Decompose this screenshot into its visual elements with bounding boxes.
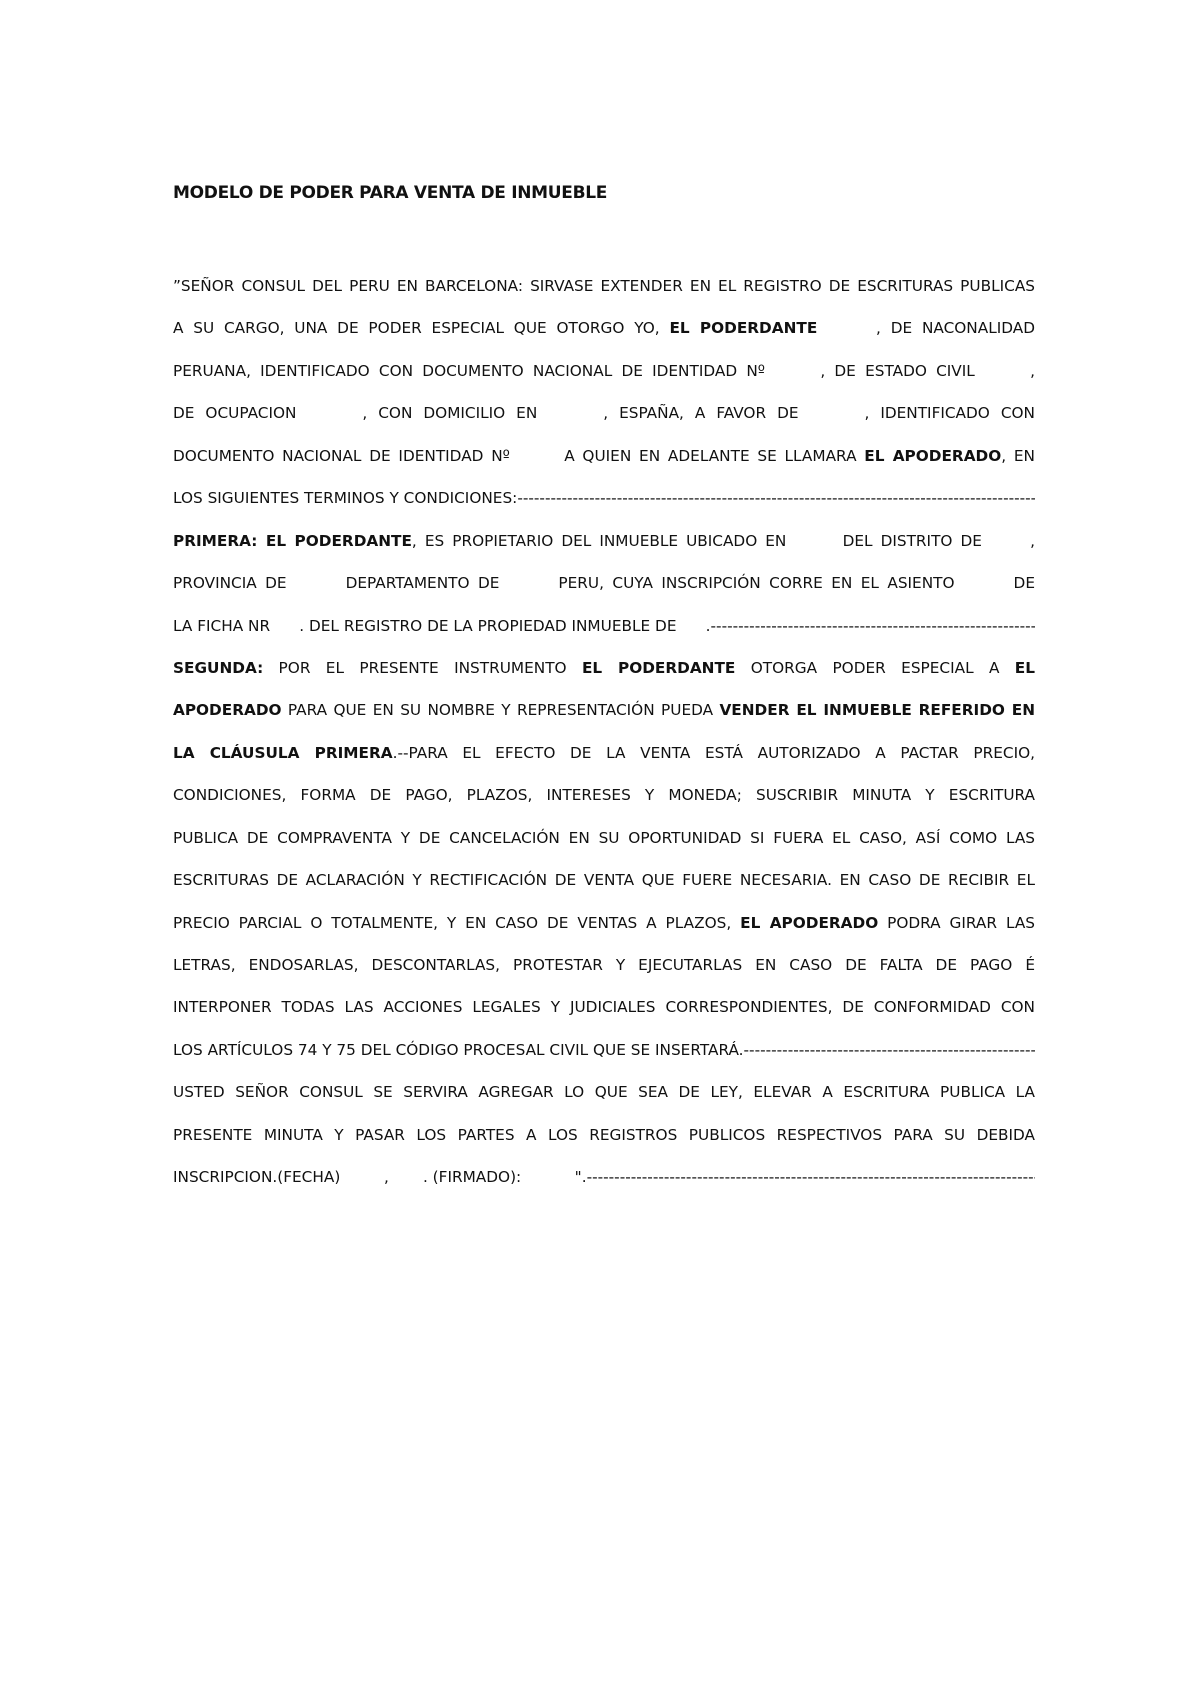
bold-text: PRIMERA: EL PODERDANTE <box>173 531 412 550</box>
line-text <box>173 744 1035 762</box>
text-segment: LETRAS, ENDOSARLAS, DESCONTARLAS, PROTESTAR Y EJECUTARLAS EN CASO DE FALTA DE PAGO É <box>173 956 1035 974</box>
text-segment: PUBLICA DE COMPRAVENTA Y DE CANCELACIÓN EN SU OPORTUNIDAD SI FUERA EL CASO, ASÍ COMO LAS <box>173 828 1035 847</box>
bold-text: EL <box>1014 658 1035 677</box>
bold-text: SEGUNDA: <box>173 658 264 677</box>
text-segment: POR EL PRESENTE INSTRUMENTO <box>263 658 582 677</box>
text-segment: , DE NACONALIDAD <box>817 319 1035 338</box>
document-line <box>173 435 1035 477</box>
document-line <box>173 265 1035 307</box>
document-line <box>173 605 1035 647</box>
dash-filler <box>587 1156 1035 1198</box>
document-line <box>173 647 1035 689</box>
text-segment: ”SEÑOR CONSUL DEL PERU EN BARCELONA: SIRVASE EXTENDER EN EL REGISTRO DE ESCRITURAS PUBLICAS <box>173 277 1035 295</box>
line-text <box>173 1156 587 1198</box>
bold-text: EL APODERADO <box>864 446 1002 465</box>
document-line <box>173 1071 1035 1113</box>
document-line <box>173 562 1035 604</box>
text-segment: USTED SEÑOR CONSUL SE SERVIRA AGREGAR LO QUE SEA DE LEY, ELEVAR A ESCRITURA PUBLICA LA <box>173 1083 1035 1102</box>
line-text <box>173 277 1035 295</box>
line-text <box>173 447 1035 465</box>
text-segment: PRESENTE MINUTA Y PASAR LOS PARTES A LOS REGISTROS PUBLICOS RESPECTIVOS PARA SU DEBIDA <box>173 1125 1035 1144</box>
text-segment: DOCUMENTO NACIONAL DE IDENTIDAD Nº A QUIEN EN ADELANTE SE LLAMARA <box>173 446 865 465</box>
text-segment: LA FICHA NR . DEL REGISTRO DE LA PROPIEDAD INMUEBLE DE . <box>173 616 711 635</box>
line-text <box>173 605 711 647</box>
document-line <box>173 1156 1035 1198</box>
dash-filler <box>744 1029 1035 1071</box>
dash-filler <box>711 605 1035 647</box>
line-text <box>173 786 1035 804</box>
line-text <box>173 1029 744 1071</box>
bold-text: VENDER EL INMUEBLE REFERIDO EN <box>719 701 1035 720</box>
text-segment: PERUANA, IDENTIFICADO CON DOCUMENTO NACIONAL DE IDENTIDAD Nº , DE ESTADO CIVIL , <box>173 361 1035 380</box>
document-line <box>173 732 1035 774</box>
line-text <box>173 956 1035 974</box>
line-text <box>173 532 1035 550</box>
text-segment: A SU CARGO, UNA DE PODER ESPECIAL QUE OTORGO YO, <box>173 319 670 338</box>
text-segment: DE OCUPACION , CON DOMICILIO EN , ESPAÑA, A FAVOR DE , IDENTIFICADO CON <box>173 404 1035 423</box>
text-segment: INTERPONER TODAS LAS ACCIONES LEGALES Y JUDICIALES CORRESPONDIENTES, DE CONFORMIDAD CON <box>173 998 1035 1017</box>
line-text <box>173 914 1035 932</box>
line-text <box>173 829 1035 847</box>
document-line <box>173 307 1035 349</box>
document-line <box>173 392 1035 434</box>
line-text <box>173 477 517 519</box>
document-line <box>173 902 1035 944</box>
text-segment: .--PARA EL EFECTO DE LA VENTA ESTÁ AUTORIZADO A PACTAR PRECIO, <box>392 743 1035 762</box>
line-text <box>173 1083 1035 1101</box>
document-body <box>173 265 1035 1199</box>
text-segment: , EN <box>1001 446 1035 465</box>
text-segment: LOS SIGUIENTES TERMINOS Y CONDICIONES: <box>173 489 518 508</box>
line-text <box>173 362 1035 380</box>
text-segment: PRECIO PARCIAL O TOTALMENTE, Y EN CASO DE VENTAS A PLAZOS, <box>173 913 741 932</box>
document-line <box>173 1029 1035 1071</box>
bold-text: LA CLÁUSULA PRIMERA <box>173 743 393 762</box>
line-text <box>173 574 1035 592</box>
dash-filler <box>517 477 1035 519</box>
text-segment: PODRA GIRAR LAS <box>878 913 1035 932</box>
document-line <box>173 774 1035 816</box>
document-line <box>173 477 1035 519</box>
line-text <box>173 319 1035 337</box>
line-text <box>173 701 1035 719</box>
line-text <box>173 659 1035 677</box>
document-line <box>173 986 1035 1028</box>
document-line <box>173 689 1035 731</box>
line-text <box>173 871 1035 889</box>
text-segment: INSCRIPCION.(FECHA) , . (FIRMADO): ". <box>173 1168 587 1187</box>
document-title: MODELO DE PODER PARA VENTA DE INMUEBLE <box>173 183 608 203</box>
document-line <box>173 350 1035 392</box>
bold-text: EL PODERDANTE <box>669 319 818 338</box>
document-line <box>173 859 1035 901</box>
line-text <box>173 404 1035 422</box>
text-segment: CONDICIONES, FORMA DE PAGO, PLAZOS, INTERESES Y MONEDA; SUSCRIBIR MINUTA Y ESCRITURA <box>173 786 1035 805</box>
bold-text: EL APODERADO <box>740 913 879 932</box>
bold-text: APODERADO <box>173 701 282 720</box>
bold-text: EL PODERDANTE <box>581 658 736 677</box>
text-segment: ESCRITURAS DE ACLARACIÓN Y RECTIFICACIÓN DE VENTA QUE FUERE NECESARIA. EN CASO DE RECIBIR EL <box>173 871 1035 890</box>
line-text <box>173 1126 1035 1144</box>
document-line <box>173 944 1035 986</box>
document-line <box>173 520 1035 562</box>
document-line <box>173 1114 1035 1156</box>
text-segment: , ES PROPIETARIO DEL INMUEBLE UBICADO EN DEL DISTRITO DE , <box>411 531 1035 550</box>
text-segment: LOS ARTÍCULOS 74 Y 75 DEL CÓDIGO PROCESAL CIVIL QUE SE INSERTARÁ. <box>173 1040 744 1059</box>
line-text <box>173 998 1035 1016</box>
text-segment: PROVINCIA DE DEPARTAMENTO DE PERU, CUYA INSCRIPCIÓN CORRE EN EL ASIENTO DE <box>173 574 1035 593</box>
text-segment: OTORGA PODER ESPECIAL A <box>735 658 1015 677</box>
text-segment: PARA QUE EN SU NOMBRE Y REPRESENTACIÓN PUEDA <box>281 701 720 720</box>
document-line <box>173 817 1035 859</box>
